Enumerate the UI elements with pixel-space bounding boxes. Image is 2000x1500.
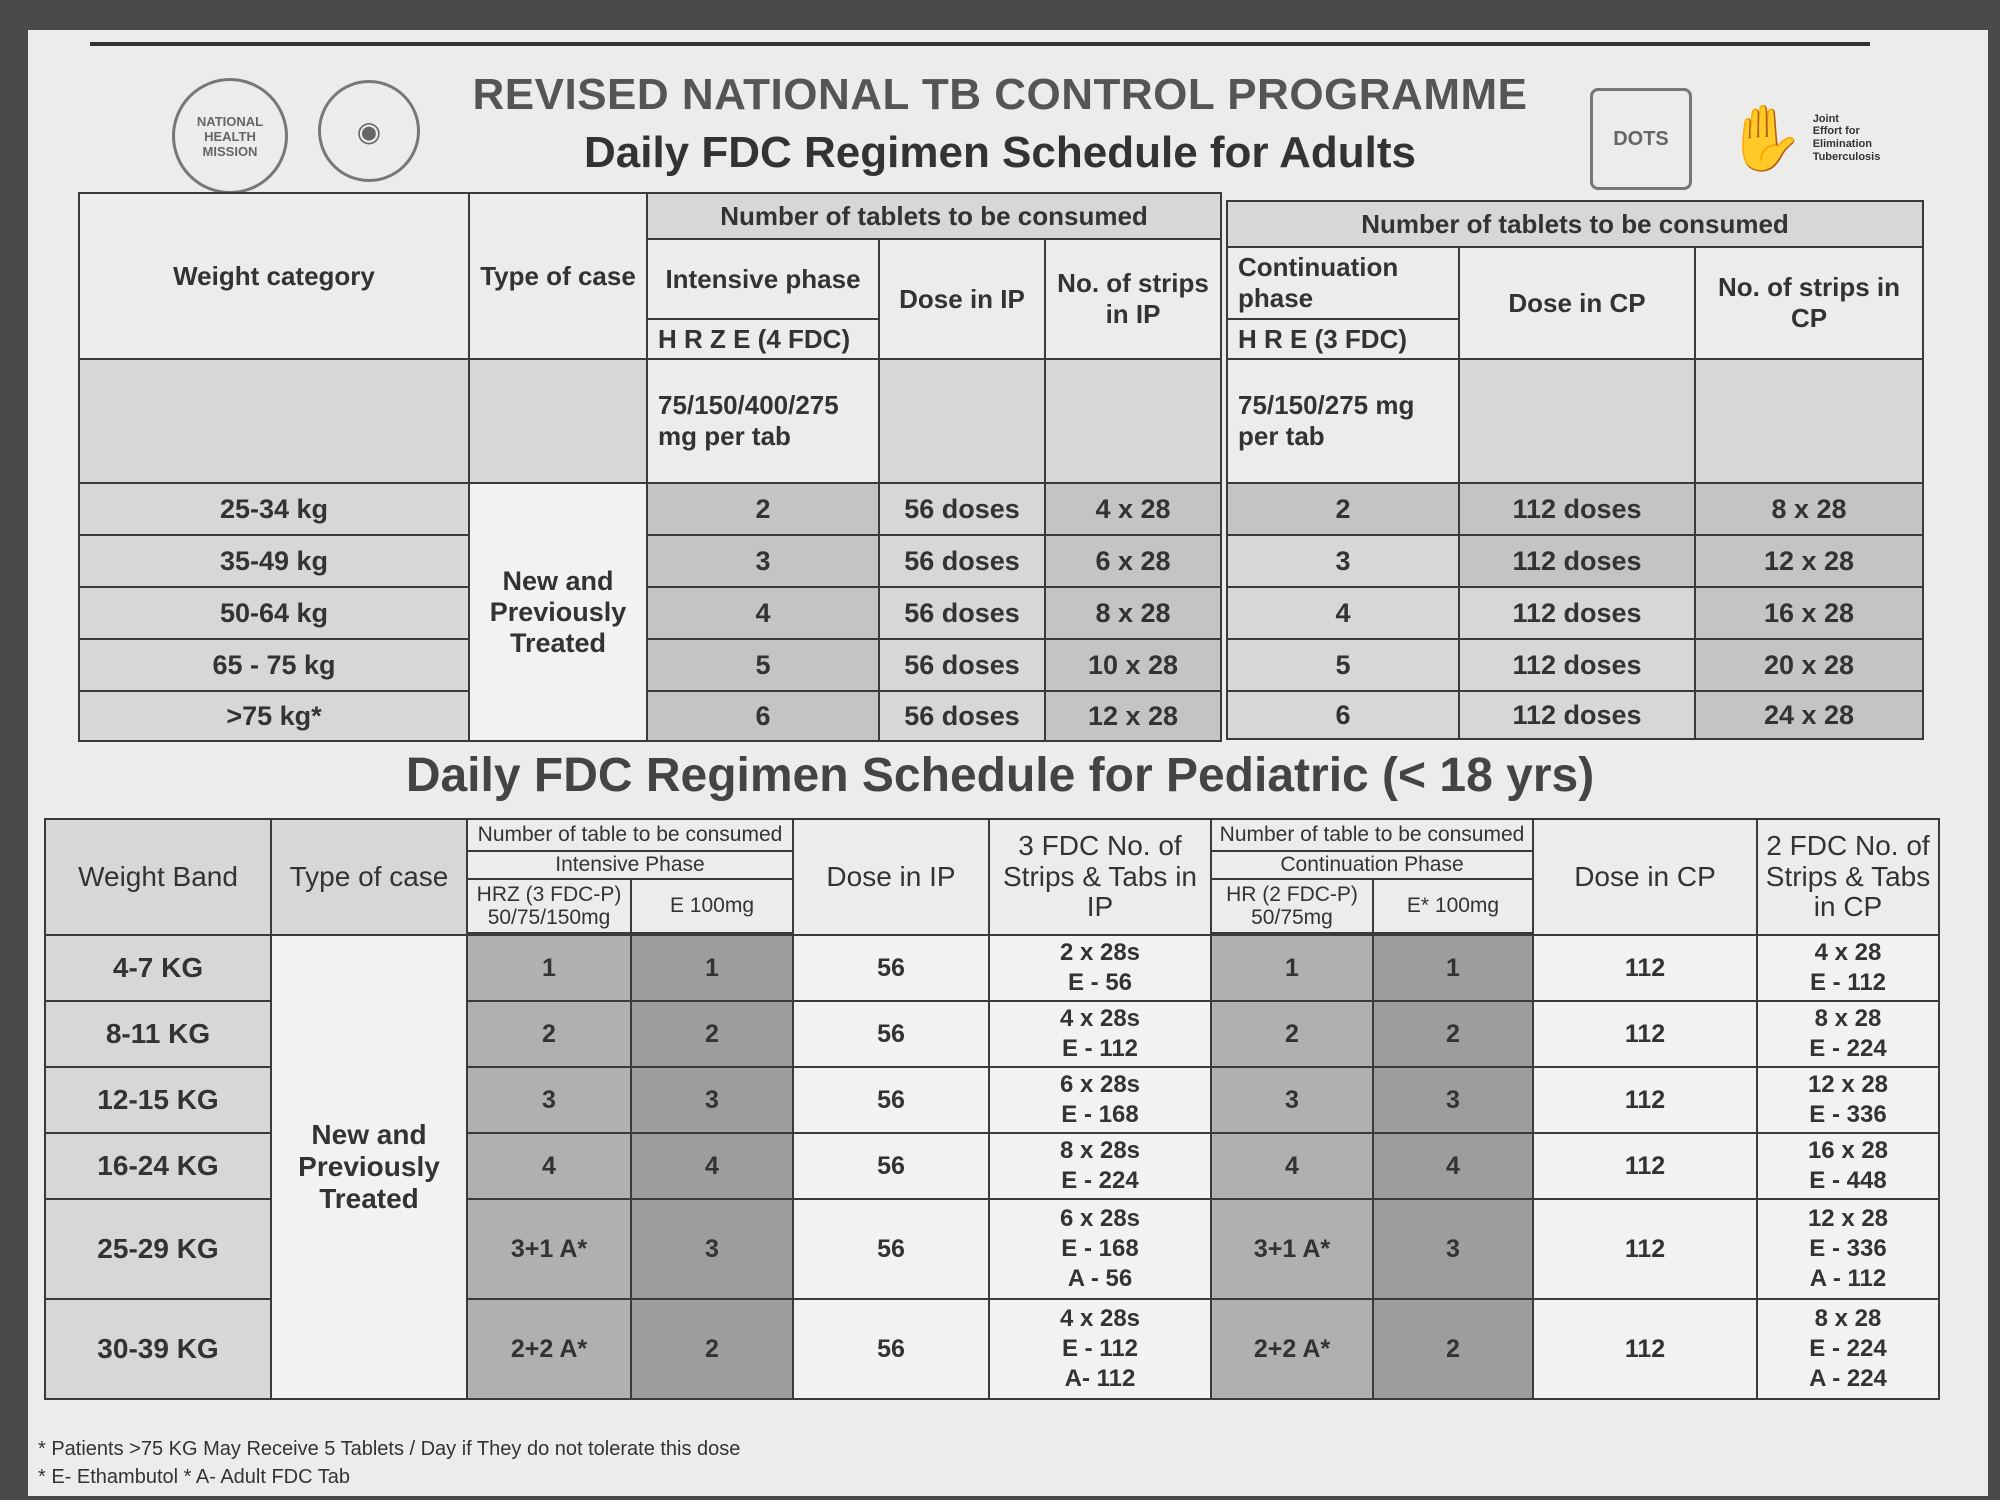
case-type-cell: New and Previously Treated — [271, 935, 467, 1399]
table-row: >75 kg* 6 56 doses 12 x 28 — [79, 691, 1221, 741]
ip-strips-header: No. of strips in IP — [1045, 239, 1221, 359]
ip-strips-cell: 8 x 28s E - 224 — [989, 1133, 1211, 1199]
weight-cell: 25-34 kg — [79, 483, 469, 535]
cp-dose-header: Dose in CP — [1459, 247, 1695, 359]
ip-strips-cell: 4 x 28s E - 112 A- 112 — [989, 1299, 1211, 1399]
cp-phase-header: Continuation Phase — [1211, 851, 1533, 879]
cp-group-header: Number of tablets to be consumed — [1227, 201, 1923, 247]
adult-schedule-title: Daily FDC Regimen Schedule for Adults — [583, 128, 1417, 177]
ip-dose-header: Dose in IP — [793, 819, 989, 935]
table-row: 16-24 KG 4 4 56 8 x 28s E - 224 4 4 112 16 x 28 E - 448 — [45, 1133, 1939, 1199]
adult-ip-table — [78, 192, 1222, 742]
table-row: 65 - 75 kg 5 56 doses 10 x 28 — [79, 639, 1221, 691]
weight-cell: 65 - 75 kg — [79, 639, 469, 691]
table-row: 50-64 kg 4 56 doses 8 x 28 — [79, 587, 1221, 639]
ip-e-header: E 100mg — [631, 879, 793, 933]
emblem-icon: ◉ — [318, 80, 420, 182]
col-weight-band: Weight Band — [45, 819, 271, 935]
top-rule — [90, 42, 1870, 46]
cp-strips-cell: 8 x 28 E - 224 A - 224 — [1757, 1299, 1939, 1399]
cp-strips-header: No. of strips in CP — [1695, 247, 1923, 359]
col-weight-category: Weight category — [79, 193, 469, 359]
ip-phase-header: Intensive phase — [647, 239, 879, 319]
weight-band-cell: 12-15 KG — [45, 1067, 271, 1133]
dots-logo-icon: DOTS — [1590, 88, 1692, 190]
table-row: 25-29 KG 3+1 A* 3 56 6 x 28s E - 168 A - 56 3+1 A* 3 112 12 x 28 E - 336 A - 112 — [45, 1199, 1939, 1299]
adult-cp-table — [1226, 200, 1924, 740]
table-row: 35-49 kg 3 56 doses 6 x 28 — [79, 535, 1221, 587]
footnote-abbrev: * E- Ethambutol * A- Adult FDC Tab — [38, 1466, 351, 1488]
weight-band-cell: 30-39 KG — [45, 1299, 271, 1399]
table-row: 2 112 doses 8 x 28 — [1227, 483, 1923, 535]
weight-cell: >75 kg* — [79, 691, 469, 741]
table-row: 12-15 KG 3 3 56 6 x 28s E - 168 3 3 112 12 x 28 E - 336 — [45, 1067, 1939, 1133]
cp-strength: 75/150/275 mg per tab — [1227, 359, 1459, 483]
nhm-logo-icon: NATIONAL HEALTH MISSION — [172, 78, 288, 194]
ip-drug-header: H R Z E (4 FDC) — [647, 319, 879, 359]
cp-e-header: E* 100mg — [1373, 879, 1533, 933]
cp-strips-cell: 8 x 28 E - 224 — [1757, 1001, 1939, 1067]
joint-effort-text: Joint Effort for Elimination Tuberculosis — [1812, 112, 1881, 163]
cp-drug-header: H R E (3 FDC) — [1227, 319, 1459, 359]
table-row: 5 112 doses 20 x 28 — [1227, 639, 1923, 691]
ip-strips-cell: 4 x 28s E - 112 — [989, 1001, 1211, 1067]
table-row: 3 112 doses 12 x 28 — [1227, 535, 1923, 587]
ip-strength: 75/150/400/275 mg per tab — [647, 359, 879, 483]
col-type-of-case: Type of case — [469, 193, 647, 359]
table-row: 25-34 kg New and Previously Treated 2 56 doses 4 x 28 — [79, 483, 1221, 535]
cp-strips-header: 2 FDC No. of Strips & Tabs in CP — [1757, 819, 1939, 935]
table-row: 4-7 KG New and Previously Treated 1 1 56 2 x 28s E - 56 1 1 112 4 x 28 E - 112 — [45, 935, 1939, 1001]
table-row: 30-39 KG 2+2 A* 2 56 4 x 28s E - 112 A- 112 2+2 A* 2 112 8 x 28 E - 224 A - 224 — [45, 1299, 1939, 1399]
weight-band-cell: 4-7 KG — [45, 935, 271, 1001]
ip-group-header: Number of table to be consumed — [467, 819, 793, 851]
weight-band-cell: 25-29 KG — [45, 1199, 271, 1299]
ip-strips-cell: 2 x 28s E - 56 — [989, 935, 1211, 1001]
pediatric-schedule-title: Daily FDC Regimen Schedule for Pediatric (< 18 yrs) — [405, 749, 1595, 802]
cp-group-header: Number of table to be consumed — [1211, 819, 1533, 851]
hand-icon: ✋ — [1725, 102, 1805, 174]
case-type-cell: New and Previously Treated — [469, 483, 647, 741]
weight-cell: 35-49 kg — [79, 535, 469, 587]
weight-band-cell: 16-24 KG — [45, 1133, 271, 1199]
cp-strips-cell: 12 x 28 E - 336 A - 112 — [1757, 1199, 1939, 1299]
ip-strips-cell: 6 x 28s E - 168 — [989, 1067, 1211, 1133]
cp-strips-cell: 4 x 28 E - 112 — [1757, 935, 1939, 1001]
ip-strips-cell: 6 x 28s E - 168 A - 56 — [989, 1199, 1211, 1299]
table-row: 6 112 doses 24 x 28 — [1227, 691, 1923, 739]
table-row: 8-11 KG 2 2 56 4 x 28s E - 112 2 2 112 8 x 28 E - 224 — [45, 1001, 1939, 1067]
weight-cell: 50-64 kg — [79, 587, 469, 639]
cp-phase-header: Continuation phase — [1227, 247, 1459, 319]
cp-strips-cell: 16 x 28 E - 448 — [1757, 1133, 1939, 1199]
pediatric-table — [44, 818, 1940, 1400]
ip-hrz-header: HRZ (3 FDC-P) 50/75/150mg — [467, 879, 631, 933]
footnote-dose: * Patients >75 KG May Receive 5 Tablets / Day if They do not tolerate this dose — [38, 1438, 741, 1460]
ip-dose-header: Dose in IP — [879, 239, 1045, 359]
cp-dose-header: Dose in CP — [1533, 819, 1757, 935]
ip-group-header: Number of tablets to be consumed — [647, 193, 1221, 239]
col-type-of-case: Type of case — [271, 819, 467, 935]
program-title: REVISED NATIONAL TB CONTROL PROGRAMME — [472, 70, 1528, 119]
cp-hr-header: HR (2 FDC-P) 50/75mg — [1211, 879, 1373, 933]
ip-strips-header: 3 FDC No. of Strips & Tabs in IP — [989, 819, 1211, 935]
table-row: 4 112 doses 16 x 28 — [1227, 587, 1923, 639]
ip-phase-header: Intensive Phase — [467, 851, 793, 879]
weight-band-cell: 8-11 KG — [45, 1001, 271, 1067]
cp-strips-cell: 12 x 28 E - 336 — [1757, 1067, 1939, 1133]
